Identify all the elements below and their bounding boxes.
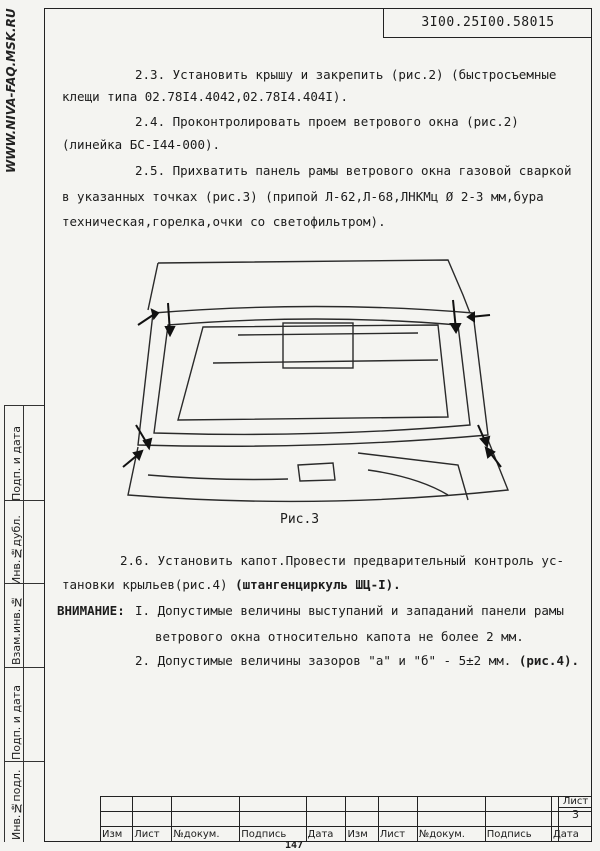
windshield-frame-figure [118,255,513,515]
side-strip [4,405,44,842]
document-code: 3I00.25I00.58015 [383,8,592,38]
paragraph-2-3-line-1: 2.3. Установить крышу и закрепить (рис.2) (быстросъемные [135,67,557,82]
stamp-data-2: Дата [551,827,591,842]
note-2 [135,652,579,669]
side-label-inv-podl: Инв.№подл. [10,769,23,840]
stamp-list-2: Лист [378,827,417,842]
note-2-ref: (рис.4). [518,653,580,668]
sheet-number-box [558,796,592,842]
paragraph-2-5-line-2: в указанных точках (рис.3) (припой Л-62,Л-68,ЛНКМц Ø 2-3 мм,бура [62,189,544,204]
stamp-izm-2: Изм [346,827,378,842]
paragraph-2-3-line-2: клещи типа 02.78I4.4042,02.78I4.404I). [62,89,348,104]
paragraph-2-4-line-2: (линейка БС-I44-000). [62,137,221,152]
watermark: WWW.NIVA-FAQ.MSK.RU [4,8,18,173]
stamp-dokum-2: №докум. [417,827,485,842]
paragraph-2-6-line-1: 2.6. Установить капот.Провести предварительный контроль ус- [120,553,565,568]
page-number: 147 [285,840,304,851]
sheet-label: Лист [559,796,592,808]
paragraph-2-6-line-2 [62,576,401,593]
side-label-podp-data-1: Подп. и дата [10,685,23,760]
note-2-text: 2. Допустимые величины зазоров "а" и "б" - 5±2 мм. [135,653,512,668]
note-1-line-2: ветрового окна относительно капота не более 2 мм. [155,629,524,644]
note-1-line-1: I. Допустимые величины выступаний и западаний панели рамы [135,603,564,618]
paragraph-2-6-tool: (штангенциркуль ШЦ-I). [235,577,401,592]
side-label-podp-data-2: Подп. и дата [10,426,23,501]
paragraph-2-5-line-1: 2.5. Прихватить панель рамы ветрового окна газовой сваркой [135,163,572,178]
paragraph-2-5-line-3: техническая,горелка,очки со светофильтром). [62,214,386,229]
stamp-data-1: Дата [306,827,346,842]
stamp-podpis-2: Подпись [485,827,551,842]
figure-caption: Рис.3 [280,512,320,527]
attention-label: ВНИМАНИЕ: [57,603,125,618]
side-label-vzam-inv: Взам.инв.№ [10,595,23,665]
side-label-inv-dubl: Инв.№дубл. [10,515,23,585]
stamp-izm-1: Изм [101,827,133,842]
title-block [100,796,592,842]
stamp-podpis-1: Подпись [240,827,306,842]
sheet-value: 3 [572,808,579,821]
stamp-dokum-1: №докум. [172,827,240,842]
stamp-list-1: Лист [133,827,172,842]
paragraph-2-4-line-1: 2.4. Проконтролировать проем ветрового окна (рис.2) [135,114,519,129]
paragraph-2-6-line-2-text: тановки крыльев(рис.4) [62,577,228,592]
